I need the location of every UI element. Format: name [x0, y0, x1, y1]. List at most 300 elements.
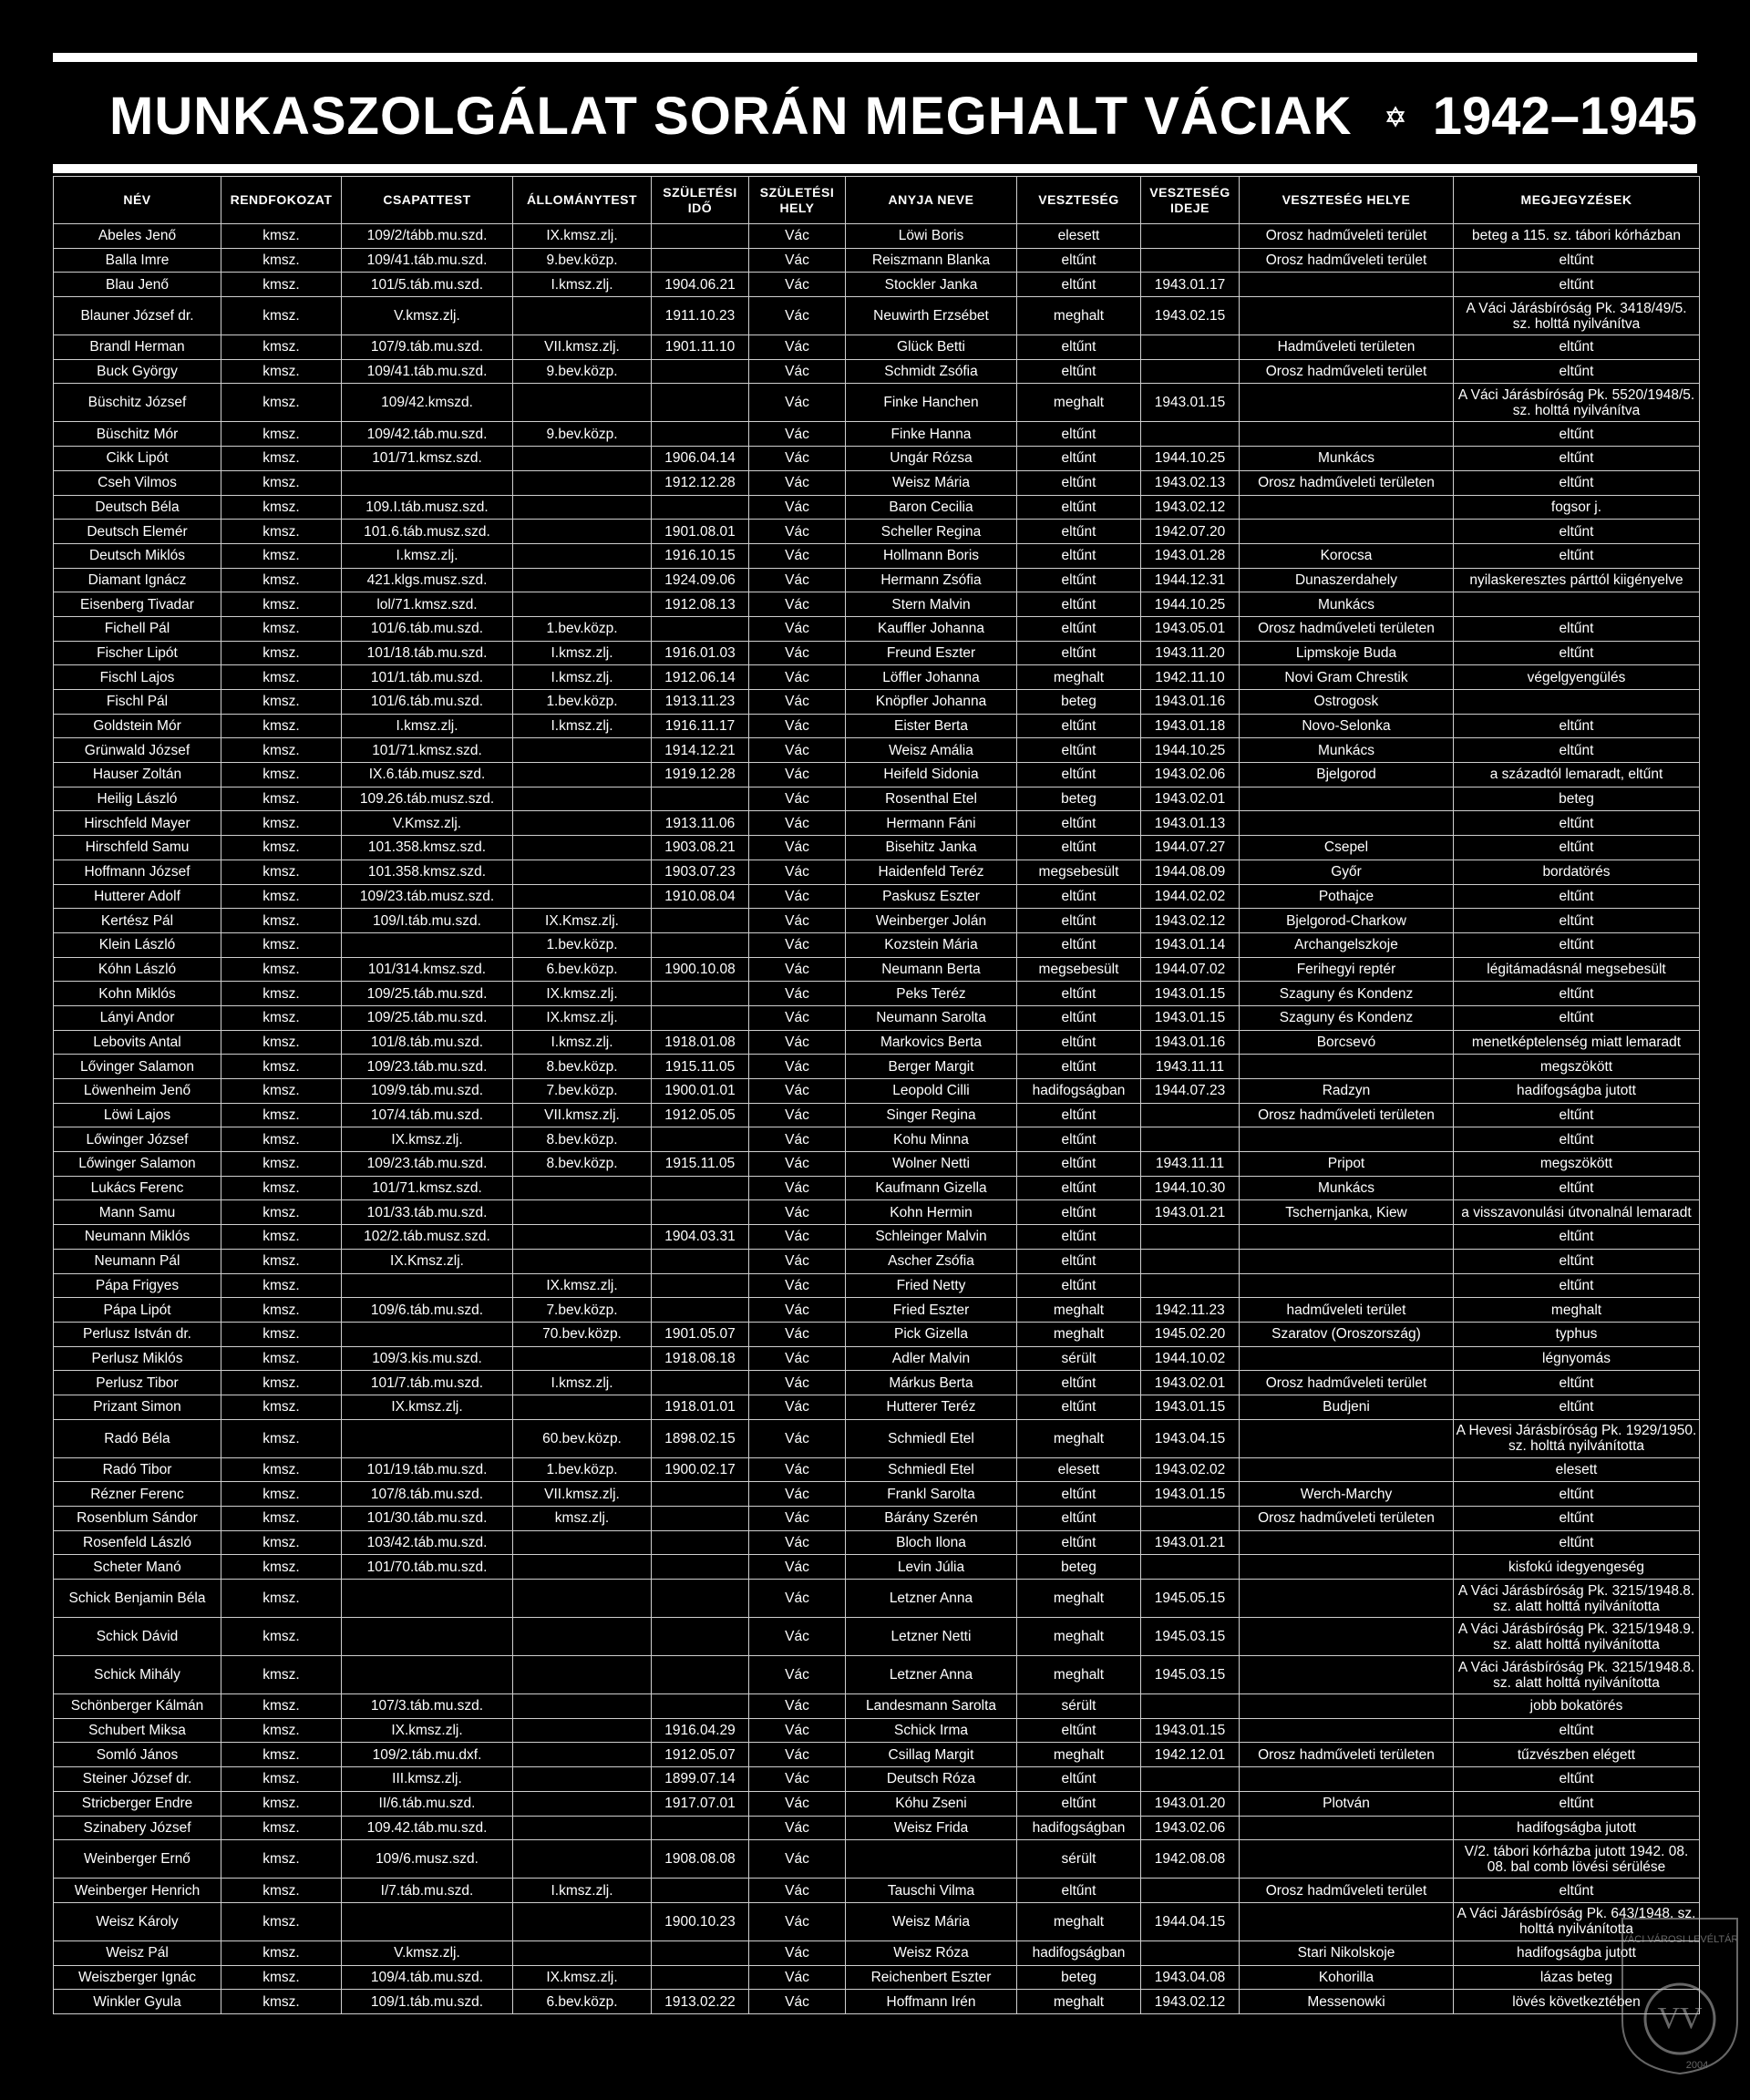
table-cell: Landesmann Sarolta — [846, 1694, 1017, 1719]
table-cell — [652, 384, 749, 422]
table-cell — [1240, 1718, 1454, 1743]
table-cell: 109/6.musz.szd. — [342, 1840, 513, 1879]
table-cell — [652, 1694, 749, 1719]
table-row — [54, 1902, 1700, 1940]
table-cell — [1240, 273, 1454, 297]
table-cell: kmsz. — [221, 1791, 342, 1816]
table-cell — [652, 248, 749, 273]
table-cell — [513, 1718, 652, 1743]
table-cell: Freund Eszter — [846, 641, 1017, 665]
table-cell — [513, 1225, 652, 1250]
table-cell — [513, 297, 652, 335]
table-cell: meghalt — [1017, 1322, 1141, 1346]
table-cell: I.kmsz.zlj. — [513, 714, 652, 738]
table-cell: Vác — [749, 982, 846, 1006]
table-cell: 1943.02.01 — [1141, 1371, 1240, 1395]
table-cell: Vác — [749, 860, 846, 884]
table-cell: Lebovits Antal — [54, 1030, 221, 1055]
table-cell — [1240, 1902, 1454, 1940]
table-cell: Letzner Netti — [846, 1618, 1017, 1656]
table-cell: Weinberger Jolán — [846, 909, 1017, 933]
table-cell: Ungár Rózsa — [846, 447, 1017, 471]
table-cell: Vác — [749, 1249, 846, 1273]
table-cell: 101/1.táb.mu.szd. — [342, 665, 513, 690]
table-cell: 1916.04.29 — [652, 1718, 749, 1743]
table-cell: 1943.01.15 — [1141, 384, 1240, 422]
table-cell: Vác — [749, 297, 846, 335]
table-cell — [1240, 384, 1454, 422]
table-cell — [1454, 690, 1700, 715]
table-cell: Prizant Simon — [54, 1395, 221, 1419]
table-cell: Orosz hadműveleti terület — [1240, 1371, 1454, 1395]
table-cell — [1141, 248, 1240, 273]
table-cell: 101/6.táb.mu.szd. — [342, 690, 513, 715]
table-row — [54, 787, 1700, 811]
table-cell: 1912.05.07 — [652, 1743, 749, 1767]
table-cell: Bjelgorod — [1240, 763, 1454, 788]
table-cell: Hoffmann Irén — [846, 1990, 1017, 2014]
table-row — [54, 543, 1700, 568]
table-cell: Paskusz Eszter — [846, 884, 1017, 909]
star-of-david-icon — [1385, 77, 1405, 157]
table-row — [54, 1580, 1700, 1618]
table-cell — [513, 1816, 652, 1840]
table-cell: eltűnt — [1017, 1030, 1141, 1055]
table-cell: eltűnt — [1017, 1055, 1141, 1079]
table-row — [54, 1940, 1700, 1965]
table-cell: eltűnt — [1454, 248, 1700, 273]
table-row — [54, 422, 1700, 447]
table-cell: eltűnt — [1017, 335, 1141, 360]
table-cell — [652, 932, 749, 957]
table-cell: Schmiedl Etel — [846, 1457, 1017, 1482]
table-cell: 1.bev.közp. — [513, 932, 652, 957]
table-cell — [513, 738, 652, 763]
table-cell: Perlusz István dr. — [54, 1322, 221, 1346]
table-row — [54, 359, 1700, 384]
table-row — [54, 1555, 1700, 1580]
table-cell: 1915.11.05 — [652, 1152, 749, 1177]
table-row — [54, 297, 1700, 335]
table-cell: Brandl Herman — [54, 335, 221, 360]
table-row — [54, 836, 1700, 860]
table-cell: eltűnt — [1454, 811, 1700, 836]
table-cell: Peks Teréz — [846, 982, 1017, 1006]
table-cell: Vác — [749, 447, 846, 471]
table-cell: 1916.11.17 — [652, 714, 749, 738]
table-cell — [1240, 1273, 1454, 1298]
table-cell: 70.bev.közp. — [513, 1322, 652, 1346]
table-cell — [652, 1176, 749, 1200]
table-cell: Rosenblum Sándor — [54, 1507, 221, 1531]
table-cell: A Váci Járásbíróság Pk. 3418/49/5. sz. holttá nyilvánítva — [1454, 297, 1700, 335]
table-cell: 1943.02.06 — [1141, 763, 1240, 788]
table-cell: eltűnt — [1017, 1176, 1141, 1200]
table-cell: 1942.08.08 — [1141, 1840, 1240, 1879]
table-cell: Munkács — [1240, 592, 1454, 617]
table-cell — [1240, 520, 1454, 544]
table-cell: Tschernjanka, Kiew — [1240, 1200, 1454, 1225]
table-row — [54, 273, 1700, 297]
table-cell: eltűnt — [1454, 470, 1700, 495]
header-cell: CSAPATTEST — [342, 177, 513, 224]
table-cell: Radó Tibor — [54, 1457, 221, 1482]
table-cell: 1908.08.08 — [652, 1840, 749, 1879]
table-cell: kmsz. — [221, 495, 342, 520]
table-row — [54, 224, 1700, 249]
table-cell: kmsz. — [221, 1103, 342, 1127]
table-cell: 101/8.táb.mu.szd. — [342, 1030, 513, 1055]
table-cell — [1141, 1273, 1240, 1298]
table-cell: Vác — [749, 248, 846, 273]
table-cell — [652, 1005, 749, 1030]
table-cell: Vác — [749, 714, 846, 738]
table-cell — [652, 982, 749, 1006]
table-cell: 1943.02.13 — [1141, 470, 1240, 495]
table-cell — [513, 1902, 652, 1940]
table-cell — [513, 1791, 652, 1816]
table-row — [54, 1249, 1700, 1273]
table-cell: Weinberger Henrich — [54, 1879, 221, 1903]
table-cell — [513, 1694, 652, 1719]
table-header-row — [54, 177, 1700, 224]
table-cell: eltűnt — [1454, 1507, 1700, 1531]
header-cell: VESZTESÉG HELYE — [1240, 177, 1454, 224]
table-cell: 1944.12.31 — [1141, 568, 1240, 592]
table-cell: kmsz. — [221, 1249, 342, 1273]
header-cell: VESZTESÉG IDEJE — [1141, 177, 1240, 224]
table-cell: kmsz. — [221, 1030, 342, 1055]
table-cell: meghalt — [1017, 1902, 1141, 1940]
table-cell: meghalt — [1017, 1618, 1141, 1656]
table-cell: Bloch Ilona — [846, 1530, 1017, 1555]
table-cell: Vác — [749, 1298, 846, 1323]
table-cell: kmsz. — [221, 763, 342, 788]
table-cell: kmsz. — [221, 714, 342, 738]
table-cell: 6.bev.közp. — [513, 957, 652, 982]
table-cell: eltűnt — [1017, 616, 1141, 641]
table-cell: kmsz. — [221, 690, 342, 715]
table-cell — [513, 1767, 652, 1792]
table-cell: kmsz. — [221, 909, 342, 933]
table-cell: 1944.10.25 — [1141, 447, 1240, 471]
table-cell: Neuwirth Erzsébet — [846, 297, 1017, 335]
table-cell: 101/18.táb.mu.szd. — [342, 641, 513, 665]
table-cell — [513, 520, 652, 544]
table-cell: Ostrogosk — [1240, 690, 1454, 715]
table-cell: Vác — [749, 1079, 846, 1104]
table-cell — [652, 1482, 749, 1507]
table-cell: Vác — [749, 616, 846, 641]
table-cell: 1901.11.10 — [652, 335, 749, 360]
table-cell — [513, 860, 652, 884]
table-cell — [1240, 1457, 1454, 1482]
table-cell: Bjelgorod-Charkow — [1240, 909, 1454, 933]
table-cell — [1141, 335, 1240, 360]
table-cell: 1916.10.15 — [652, 543, 749, 568]
table-cell: kmsz. — [221, 1200, 342, 1225]
table-cell: Vác — [749, 1840, 846, 1879]
table-cell: elesett — [1454, 1457, 1700, 1482]
table-cell: 1944.02.02 — [1141, 884, 1240, 909]
table-cell: Vác — [749, 1507, 846, 1531]
table-cell: eltűnt — [1454, 1249, 1700, 1273]
table-cell: A Váci Járásbíróság Pk. 643/1948. sz. holttá nyilvánította — [1454, 1902, 1700, 1940]
table-cell: eltűnt — [1017, 1127, 1141, 1152]
table-cell: 109/9.táb.mu.szd. — [342, 1079, 513, 1104]
table-cell: sérült — [1017, 1346, 1141, 1371]
table-row — [54, 1055, 1700, 1079]
table-cell: I.kmsz.zlj. — [513, 273, 652, 297]
table-cell — [513, 568, 652, 592]
table-cell: meghalt — [1017, 1419, 1141, 1457]
table-cell: eltűnt — [1454, 1127, 1700, 1152]
table-cell: 107/4.táb.mu.szd. — [342, 1103, 513, 1127]
table-row — [54, 1298, 1700, 1323]
table-cell: Kóhu Zseni — [846, 1791, 1017, 1816]
table-cell: 1943.04.08 — [1141, 1965, 1240, 1990]
table-cell: 101/33.táb.mu.szd. — [342, 1200, 513, 1225]
table-cell: Hadműveleti területen — [1240, 335, 1454, 360]
table-cell: hadifogságba jutott — [1454, 1940, 1700, 1965]
table-cell — [652, 224, 749, 249]
table-cell: Eisenberg Tivadar — [54, 592, 221, 617]
table-cell: Radó Béla — [54, 1419, 221, 1457]
table-cell — [1240, 1656, 1454, 1694]
table-cell: sérült — [1017, 1694, 1141, 1719]
table-cell: a visszavonulási útvonalnál lemaradt — [1454, 1200, 1700, 1225]
table-cell: jobb bokatörés — [1454, 1694, 1700, 1719]
table-cell: Löwi Lajos — [54, 1103, 221, 1127]
table-row — [54, 616, 1700, 641]
table-cell: eltűnt — [1017, 568, 1141, 592]
table-cell: eltűnt — [1017, 273, 1141, 297]
table-cell — [342, 932, 513, 957]
table-cell — [1240, 1249, 1454, 1273]
table-cell: hadifogságban — [1017, 1816, 1141, 1840]
table-cell: Klein László — [54, 932, 221, 957]
table-cell — [652, 1127, 749, 1152]
table-cell — [1240, 1225, 1454, 1250]
table-cell: 101/7.táb.mu.szd. — [342, 1371, 513, 1395]
table-cell: Orosz hadműveleti területen — [1240, 616, 1454, 641]
table-cell — [513, 1176, 652, 1200]
table-row — [54, 1152, 1700, 1177]
table-cell: beteg — [1017, 1965, 1141, 1990]
table-cell: 8.bev.közp. — [513, 1152, 652, 1177]
table-cell — [652, 1200, 749, 1225]
table-cell: eltűnt — [1017, 1879, 1141, 1903]
table-cell: Weisz Pál — [54, 1940, 221, 1965]
table-cell: Abeles Jenő — [54, 224, 221, 249]
table-cell: Vác — [749, 909, 846, 933]
table-row — [54, 1103, 1700, 1127]
table-row — [54, 1656, 1700, 1694]
table-cell: kmsz. — [221, 384, 342, 422]
table-cell: I/7.táb.mu.szd. — [342, 1879, 513, 1903]
table-cell — [1141, 1127, 1240, 1152]
table-cell: Orosz hadműveleti területen — [1240, 1743, 1454, 1767]
table-cell: Deutsch Béla — [54, 495, 221, 520]
table-cell: 1900.10.23 — [652, 1902, 749, 1940]
table-cell: Kóhn László — [54, 957, 221, 982]
table-cell: Rézner Ferenc — [54, 1482, 221, 1507]
table-cell — [513, 384, 652, 422]
archive-seal-watermark — [1615, 1911, 1745, 2077]
table-cell: 1943.05.01 — [1141, 616, 1240, 641]
table-cell — [652, 1249, 749, 1273]
table-cell: megszökött — [1454, 1152, 1700, 1177]
table-cell: Orosz hadműveleti területen — [1240, 1103, 1454, 1127]
table-cell: Vác — [749, 1482, 846, 1507]
table-cell: eltűnt — [1017, 1200, 1141, 1225]
table-cell — [1141, 1940, 1240, 1965]
table-cell: 1911.10.23 — [652, 297, 749, 335]
table-row — [54, 248, 1700, 273]
table-cell: eltűnt — [1454, 359, 1700, 384]
table-cell: Blau Jenő — [54, 273, 221, 297]
table-cell: Vác — [749, 470, 846, 495]
table-cell: IX.kmsz.zlj. — [513, 224, 652, 249]
table-cell: eltűnt — [1017, 763, 1141, 788]
table-cell: kmsz. — [221, 1055, 342, 1079]
table-cell: meghalt — [1017, 1656, 1141, 1694]
table-cell: Vác — [749, 568, 846, 592]
table-cell: 1918.08.18 — [652, 1346, 749, 1371]
table-cell: kmsz. — [221, 884, 342, 909]
table-cell: kmsz. — [221, 1902, 342, 1940]
table-cell: eltűnt — [1017, 836, 1141, 860]
table-cell: eltűnt — [1017, 1791, 1141, 1816]
table-cell: eltűnt — [1454, 884, 1700, 909]
table-cell: 1943.02.15 — [1141, 297, 1240, 335]
table-cell: Vác — [749, 1656, 846, 1694]
table-cell: 109/23.táb.musz.szd. — [342, 884, 513, 909]
table-cell: Heifeld Sidonia — [846, 763, 1017, 788]
table-cell: Haidenfeld Teréz — [846, 860, 1017, 884]
table-cell: Munkács — [1240, 1176, 1454, 1200]
table-row — [54, 860, 1700, 884]
table-cell: Pápa Lipót — [54, 1298, 221, 1323]
table-cell: Márkus Berta — [846, 1371, 1017, 1395]
table-cell: IX.Kmsz.zlj. — [513, 909, 652, 933]
table-cell — [513, 811, 652, 836]
table-cell: kmsz. — [221, 520, 342, 544]
table-row — [54, 1457, 1700, 1482]
table-cell — [652, 616, 749, 641]
table-cell: Vác — [749, 335, 846, 360]
table-cell: kmsz. — [221, 1507, 342, 1531]
table-cell: kmsz.zlj. — [513, 1507, 652, 1531]
table-cell: Lőwinger József — [54, 1127, 221, 1152]
table-cell: 109/2/tább.mu.szd. — [342, 224, 513, 249]
table-cell: Buck György — [54, 359, 221, 384]
table-cell: Vác — [749, 957, 846, 982]
table-cell: IX.Kmsz.zlj. — [342, 1249, 513, 1273]
table-cell: eltűnt — [1017, 811, 1141, 836]
table-cell: eltűnt — [1454, 273, 1700, 297]
table-cell: Werch-Marchy — [1240, 1482, 1454, 1507]
table-cell: meghalt — [1017, 297, 1141, 335]
table-cell — [342, 1322, 513, 1346]
table-cell: 1918.01.01 — [652, 1395, 749, 1419]
table-cell: Orosz hadműveleti terület — [1240, 359, 1454, 384]
table-cell: Kohn Hermin — [846, 1200, 1017, 1225]
table-cell — [1240, 1346, 1454, 1371]
table-cell: Schick Mihály — [54, 1656, 221, 1694]
table-cell: eltűnt — [1454, 1718, 1700, 1743]
table-cell: eltűnt — [1454, 447, 1700, 471]
table-cell — [652, 1816, 749, 1840]
table-cell: Vác — [749, 811, 846, 836]
table-cell: Hutterer Adolf — [54, 884, 221, 909]
table-cell: eltűnt — [1454, 714, 1700, 738]
table-cell: Kohorilla — [1240, 1965, 1454, 1990]
table-row — [54, 1482, 1700, 1507]
table-cell: meghalt — [1017, 1743, 1141, 1767]
table-cell: Vác — [749, 1743, 846, 1767]
table-cell — [513, 470, 652, 495]
table-cell: 1912.05.05 — [652, 1103, 749, 1127]
table-cell: 9.bev.közp. — [513, 359, 652, 384]
table-cell: Vác — [749, 1990, 846, 2014]
header-cell: ÁLLOMÁNYTEST — [513, 177, 652, 224]
table-row — [54, 641, 1700, 665]
table-cell: végelgyengülés — [1454, 665, 1700, 690]
table-cell: 1901.05.07 — [652, 1322, 749, 1346]
table-cell — [1141, 422, 1240, 447]
table-row — [54, 665, 1700, 690]
table-cell: beteg a 115. sz. tábori kórházban — [1454, 224, 1700, 249]
table-cell: kmsz. — [221, 422, 342, 447]
table-cell: Glück Betti — [846, 335, 1017, 360]
table-row — [54, 1273, 1700, 1298]
table-cell: Hutterer Teréz — [846, 1395, 1017, 1419]
table-cell — [1141, 1249, 1240, 1273]
table-cell: 109/2.táb.mu.dxf. — [342, 1743, 513, 1767]
table-cell: 1943.02.01 — [1141, 787, 1240, 811]
table-cell: meghalt — [1017, 665, 1141, 690]
table-cell: Goldstein Mór — [54, 714, 221, 738]
table-cell: kmsz. — [221, 957, 342, 982]
table-cell: 1942.11.10 — [1141, 665, 1240, 690]
table-cell: kmsz. — [221, 1694, 342, 1719]
table-cell: A Váci Járásbíróság Pk. 3215/1948.8. sz. alatt holttá nyilvánította — [1454, 1656, 1700, 1694]
table-cell: 102/2.táb.musz.szd. — [342, 1225, 513, 1250]
table-cell: kmsz. — [221, 1656, 342, 1694]
table-cell: Schick Irma — [846, 1718, 1017, 1743]
table-cell: 1906.04.14 — [652, 447, 749, 471]
table-cell: kmsz. — [221, 248, 342, 273]
table-cell: Cikk Lipót — [54, 447, 221, 471]
table-cell: Fischl Pál — [54, 690, 221, 715]
table-cell: Weisz Károly — [54, 1902, 221, 1940]
table-row — [54, 909, 1700, 933]
table-cell: VII.kmsz.zlj. — [513, 1482, 652, 1507]
table-cell: eltűnt — [1017, 1103, 1141, 1127]
table-cell: kmsz. — [221, 1346, 342, 1371]
table-cell: Vác — [749, 359, 846, 384]
table-cell: 101/19.táb.mu.szd. — [342, 1457, 513, 1482]
table-cell — [652, 1618, 749, 1656]
table-cell: 1910.08.04 — [652, 884, 749, 909]
table-cell: kmsz. — [221, 665, 342, 690]
table-cell: Vác — [749, 932, 846, 957]
table-cell: Vác — [749, 1152, 846, 1177]
table-cell: kmsz. — [221, 860, 342, 884]
table-cell: VII.kmsz.zlj. — [513, 335, 652, 360]
table-cell — [652, 1298, 749, 1323]
